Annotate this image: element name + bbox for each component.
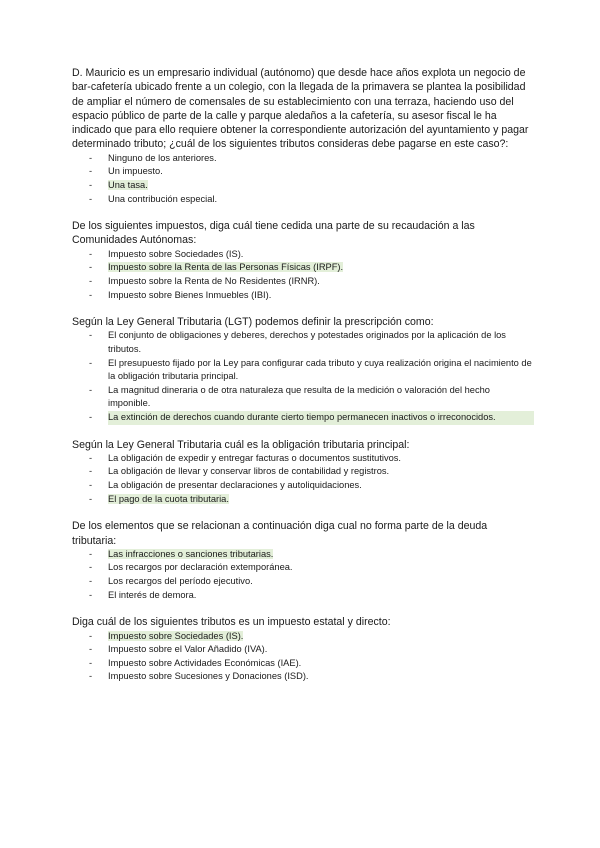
answer-option <box>72 384 534 411</box>
answer-option-correct <box>72 261 534 275</box>
answer-option <box>72 165 534 179</box>
answer-text: Impuesto sobre el Valor Añadido (IVA). <box>108 644 268 655</box>
dash-bullet: - <box>89 289 93 300</box>
answer-text: Los recargos por declaración extemporánea. <box>108 562 293 573</box>
highlighted-answer-text: Las infracciones o sanciones tributarias. <box>108 548 274 559</box>
dash-bullet: - <box>89 493 93 504</box>
question-2 <box>72 219 534 302</box>
highlighted-answer-text: Impuesto sobre Sociedades (IS). <box>108 630 244 641</box>
answer-options <box>72 452 534 506</box>
answer-option <box>72 357 534 384</box>
dash-bullet: - <box>89 452 93 463</box>
answer-option <box>72 643 534 657</box>
answer-options <box>72 548 534 602</box>
question-text: De los siguientes impuestos, diga cuál tiene cedida una parte de su recaudación a las Comunidades Autónomas: <box>72 220 475 247</box>
dash-bullet: - <box>89 589 93 600</box>
answer-option <box>72 152 534 166</box>
answer-text: Impuesto sobre Actividades Económicas (IAE). <box>108 657 302 668</box>
answer-option <box>72 479 534 493</box>
answer-text: Ninguno de los anteriores. <box>108 152 217 163</box>
answer-text: Impuesto sobre Sociedades (IS). <box>108 248 244 259</box>
highlighted-answer-text: El pago de la cuota tributaria. <box>108 493 229 504</box>
answer-option <box>72 589 534 603</box>
answer-options <box>72 152 534 206</box>
answer-option <box>72 193 534 207</box>
answer-option <box>72 329 534 356</box>
answer-option <box>72 452 534 466</box>
highlighted-answer-text: Impuesto sobre la Renta de las Personas Físicas (IRPF). <box>108 262 344 273</box>
dash-bullet: - <box>89 262 93 273</box>
answer-text: El interés de demora. <box>108 589 197 600</box>
answer-option <box>72 561 534 575</box>
dash-bullet: - <box>89 411 93 422</box>
question-text: De los elementos que se relacionan a continuación diga cual no forma parte de la deuda tributaria: <box>72 520 488 547</box>
answer-option <box>72 670 534 684</box>
dash-bullet: - <box>89 548 93 559</box>
answer-option-correct <box>72 493 534 507</box>
dash-bullet: - <box>89 384 93 395</box>
answer-option <box>72 289 534 303</box>
answer-options <box>72 630 534 684</box>
dash-bullet: - <box>89 671 93 682</box>
dash-bullet: - <box>89 644 93 655</box>
question-text: Según la Ley General Tributaria (LGT) podemos definir la prescripción como: <box>72 316 434 329</box>
dash-bullet: - <box>89 275 93 286</box>
answer-text: Un impuesto. <box>108 166 163 177</box>
dash-bullet: - <box>89 357 93 368</box>
answer-text: La obligación de llevar y conservar libros de contabilidad y registros. <box>108 466 390 477</box>
dash-bullet: - <box>89 152 93 163</box>
answer-text: La obligación de expedir y entregar facturas o documentos sustitutivos. <box>108 452 402 463</box>
answer-text: Impuesto sobre Sucesiones y Donaciones (ISD). <box>108 671 309 682</box>
answer-text: Una contribución especial. <box>108 193 218 204</box>
dash-bullet: - <box>89 330 93 341</box>
answer-option <box>72 275 534 289</box>
question-1 <box>72 66 534 206</box>
answer-option <box>72 575 534 589</box>
answer-options <box>72 248 534 302</box>
dash-bullet: - <box>89 193 93 204</box>
answer-option-correct <box>72 179 534 193</box>
highlighted-answer-text: Una tasa. <box>108 179 148 190</box>
dash-bullet: - <box>89 166 93 177</box>
dash-bullet: - <box>89 562 93 573</box>
dash-bullet: - <box>89 466 93 477</box>
question-5 <box>72 519 534 602</box>
question-6 <box>72 615 534 684</box>
question-text: D. Mauricio es un empresario individual (autónomo) que desde hace años explota un negocio de bar-cafetería ubicado frente a un colegio, con la llegada de la primavera se plantea la posibilidad de ampliar el número de comensales de su establecimiento con una terraza, haciendo uso del espacio público de parte de la calle y parque aledaños a la cafetería, su asesor fiscal le ha indicado que para ello requiere obtener la correspondiente autorización del ayuntamiento y pagar determinado tributo; ¿cuál de los siguientes tributos consideras debe pagarse en este caso?: <box>72 67 529 151</box>
dash-bullet: - <box>89 179 93 190</box>
question-text: Diga cuál de los siguientes tributos es un impuesto estatal y directo: <box>72 616 391 629</box>
answer-option-correct <box>72 548 534 562</box>
document-page <box>72 66 534 697</box>
answer-option <box>72 657 534 671</box>
dash-bullet: - <box>89 576 93 587</box>
question-3 <box>72 315 534 424</box>
answer-text: El conjunto de obligaciones y deberes, derechos y potestades originados por la aplicación de los tributos. <box>108 330 506 355</box>
answer-text: La magnitud dineraria o de otra naturaleza que resulta de la medición o valoración del hecho imponible. <box>108 384 490 409</box>
answer-option-correct <box>72 630 534 644</box>
answer-text: Impuesto sobre Bienes Inmuebles (IBI). <box>108 289 272 300</box>
answer-text: La obligación de presentar declaraciones y autoliquidaciones. <box>108 480 362 491</box>
answer-option-correct <box>72 411 534 425</box>
answer-option <box>72 248 534 262</box>
highlighted-answer-text: La extinción de derechos cuando durante cierto tiempo permanecen inactivos o irreconocidos. <box>108 411 534 425</box>
answer-option <box>72 465 534 479</box>
dash-bullet: - <box>89 248 93 259</box>
answer-text: Los recargos del período ejecutivo. <box>108 576 253 587</box>
dash-bullet: - <box>89 480 93 491</box>
answer-text: Impuesto sobre la Renta de No Residentes (IRNR). <box>108 275 320 286</box>
answer-options <box>72 329 534 424</box>
question-text: Según la Ley General Tributaria cuál es la obligación tributaria principal: <box>72 438 410 451</box>
dash-bullet: - <box>89 630 93 641</box>
question-4 <box>72 438 534 507</box>
dash-bullet: - <box>89 657 93 668</box>
answer-text: El presupuesto fijado por la Ley para configurar cada tributo y cuya realización origina el nacimiento de la obligación tributaria principal. <box>108 357 532 382</box>
